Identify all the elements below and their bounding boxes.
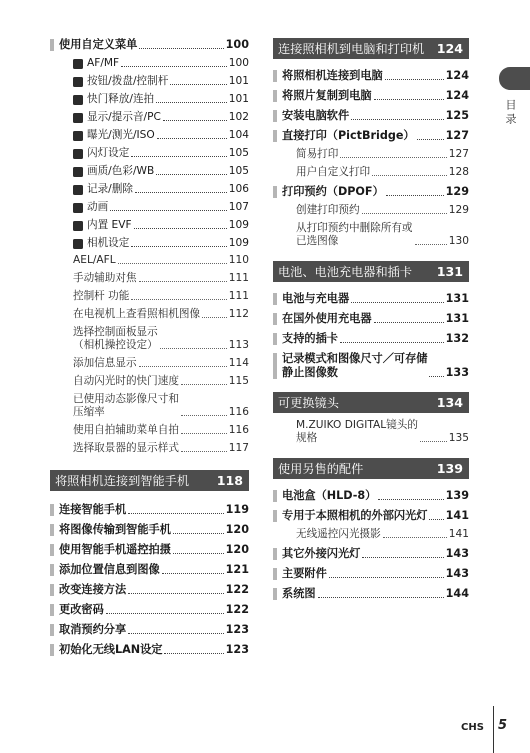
dot-leader bbox=[170, 84, 226, 85]
toc-entry-title: 添加信息显示 bbox=[73, 357, 137, 369]
dot-leader bbox=[362, 213, 447, 214]
dot-leader bbox=[181, 451, 227, 452]
toc-page-number: 110 bbox=[228, 254, 249, 266]
toc-entry-title: 连接智能手机 bbox=[59, 503, 127, 516]
footer-divider bbox=[493, 706, 494, 753]
toc-entry[interactable] bbox=[50, 623, 249, 637]
dot-leader bbox=[164, 653, 223, 654]
dot-leader bbox=[351, 119, 444, 120]
toc-subentry[interactable] bbox=[50, 254, 249, 267]
toc-page-number: 116 bbox=[228, 424, 249, 436]
toc-entry[interactable] bbox=[50, 583, 249, 597]
toc-entry-title: 按钮/拨盘/控制杆 bbox=[87, 75, 169, 87]
toc-entry[interactable] bbox=[50, 523, 249, 537]
toc-entry[interactable] bbox=[50, 38, 249, 52]
toc-entry-title: 简易打印 bbox=[296, 148, 339, 160]
toc-entry-title: 改变连接方法 bbox=[59, 583, 127, 596]
toc-entry-title: 无线遥控闪光摄影 bbox=[296, 528, 381, 540]
toc-page-number: 114 bbox=[228, 357, 249, 369]
toc-entry[interactable] bbox=[273, 89, 469, 103]
toc-entry[interactable] bbox=[273, 292, 469, 306]
toc-entry-title: 取消预约分享 bbox=[59, 623, 127, 636]
dot-leader bbox=[415, 244, 447, 245]
toc-subentry[interactable] bbox=[50, 201, 249, 214]
toc-page-number: 121 bbox=[225, 563, 249, 576]
toc-page-number: 105 bbox=[228, 165, 249, 177]
toc-entry-title: 自动闪光时的快门速度 bbox=[73, 375, 179, 387]
toc-page-number: 102 bbox=[228, 111, 249, 123]
toc-subentry[interactable] bbox=[50, 219, 249, 232]
toc-subentry[interactable] bbox=[50, 183, 249, 196]
toc-page-number: 130 bbox=[448, 235, 469, 247]
toc-subentry[interactable] bbox=[50, 424, 249, 437]
toc-entry-title: 在电视机上查看照相机图像 bbox=[73, 308, 201, 320]
toc-entry-title: 系统图 bbox=[282, 587, 316, 600]
dot-leader bbox=[378, 499, 443, 500]
toc-subentry[interactable] bbox=[50, 393, 249, 419]
toc-entry-title: 内置 EVF bbox=[87, 219, 132, 231]
dot-leader bbox=[131, 299, 226, 300]
toc-entry[interactable] bbox=[273, 547, 469, 561]
dot-leader bbox=[386, 195, 444, 196]
toc-entry-title: 曝光/测光/ISO bbox=[87, 129, 155, 141]
toc-entry-title: 用户自定义打印 bbox=[296, 166, 371, 178]
toc-subentry[interactable] bbox=[50, 129, 249, 142]
toc-entry[interactable] bbox=[50, 543, 249, 557]
toc-entry[interactable] bbox=[273, 489, 469, 503]
toc-subentry[interactable] bbox=[50, 165, 249, 178]
dot-leader bbox=[351, 302, 444, 303]
menu-tab-icon bbox=[73, 167, 83, 177]
toc-entry-title: 使用自拍辅助菜单自拍 bbox=[73, 424, 179, 436]
toc-column-right bbox=[273, 38, 469, 601]
toc-subentry[interactable] bbox=[50, 111, 249, 124]
toc-entry[interactable] bbox=[50, 643, 249, 657]
dot-leader bbox=[160, 348, 227, 349]
toc-page-number: 120 bbox=[225, 543, 249, 556]
dot-leader bbox=[163, 120, 227, 121]
dot-leader bbox=[429, 519, 443, 520]
toc-subentry[interactable] bbox=[273, 166, 469, 179]
menu-tab-icon bbox=[73, 149, 83, 159]
toc-entry[interactable] bbox=[273, 129, 469, 143]
toc-entry[interactable] bbox=[273, 332, 469, 346]
toc-page-number: 123 bbox=[225, 643, 249, 656]
dot-leader bbox=[385, 79, 444, 80]
toc-column-left bbox=[50, 38, 249, 657]
toc-entry[interactable] bbox=[50, 603, 249, 617]
toc-entry-title: AF/MF bbox=[87, 57, 120, 69]
toc-entry-title: 画质/色彩/WB bbox=[87, 165, 155, 177]
toc-entry-title: 更改密码 bbox=[59, 603, 104, 616]
toc-entry[interactable] bbox=[50, 563, 249, 577]
dot-leader bbox=[110, 210, 227, 211]
toc-subentry[interactable] bbox=[50, 326, 249, 352]
dot-leader bbox=[340, 342, 444, 343]
chapter-tab-label: 目录 bbox=[504, 99, 517, 127]
toc-page-number: 127 bbox=[448, 148, 469, 160]
dot-leader bbox=[156, 174, 227, 175]
toc-entry-title: 直接打印（PictBridge） bbox=[282, 129, 415, 142]
section-header[interactable] bbox=[273, 38, 469, 59]
menu-tab-icon bbox=[73, 185, 83, 195]
toc-page-number: 116 bbox=[228, 406, 249, 418]
section-header[interactable] bbox=[273, 458, 469, 479]
dot-leader bbox=[374, 99, 444, 100]
dot-leader bbox=[128, 593, 224, 594]
dot-leader bbox=[157, 138, 227, 139]
toc-page-number: 111 bbox=[228, 290, 249, 302]
dot-leader bbox=[372, 175, 447, 176]
section-title: 连接照相机到电脑和打印机 bbox=[278, 42, 425, 56]
toc-entry[interactable] bbox=[273, 587, 469, 601]
dot-leader bbox=[181, 415, 227, 416]
section-title: 可更换镜头 bbox=[278, 396, 339, 410]
menu-tab-icon bbox=[73, 221, 83, 231]
toc-entry-title: 初始化无线LAN设定 bbox=[59, 643, 163, 656]
toc-entry-title: 其它外接闪光灯 bbox=[282, 547, 361, 560]
section-page-number: 131 bbox=[436, 264, 463, 279]
toc-subentry[interactable] bbox=[50, 375, 249, 388]
dot-leader bbox=[181, 384, 227, 385]
toc-entry-title: 电池盒（HLD-8） bbox=[282, 489, 377, 502]
toc-entry-title: 记录模式和图像尺寸／可存储 静止图像数 bbox=[282, 352, 428, 379]
toc-page-number: 139 bbox=[445, 489, 469, 502]
dot-leader bbox=[128, 513, 224, 514]
section-header[interactable] bbox=[273, 392, 469, 413]
toc-entry-title: 将照片复制到电脑 bbox=[282, 89, 372, 102]
dot-leader bbox=[340, 157, 446, 158]
dot-leader bbox=[139, 366, 227, 367]
section-page-number: 124 bbox=[436, 41, 463, 56]
toc-entry-title: M.ZUIKO DIGITAL镜头的 规格 bbox=[296, 419, 418, 444]
menu-tab-icon bbox=[73, 131, 83, 141]
toc-entry-title: 电池与充电器 bbox=[282, 292, 350, 305]
toc-subentry[interactable] bbox=[273, 148, 469, 161]
section-page-number: 118 bbox=[216, 473, 243, 488]
toc-entry-title: 选择取景器的显示样式 bbox=[73, 442, 179, 454]
toc-entry[interactable] bbox=[273, 69, 469, 83]
chapter-tab[interactable] bbox=[499, 67, 530, 90]
toc-page-number: 100 bbox=[228, 57, 249, 69]
menu-tab-icon bbox=[73, 77, 83, 87]
dot-leader bbox=[173, 553, 224, 554]
toc-page-number: 132 bbox=[445, 332, 469, 345]
dot-leader bbox=[362, 557, 443, 558]
toc-entry-title: 手动辅助对焦 bbox=[73, 272, 137, 284]
toc-page-number: 107 bbox=[228, 201, 249, 213]
menu-tab-icon bbox=[73, 59, 83, 69]
toc-page-number: 104 bbox=[228, 129, 249, 141]
toc-entry[interactable] bbox=[50, 503, 249, 517]
dot-leader bbox=[417, 139, 444, 140]
toc-entry-title: 创建打印预约 bbox=[296, 204, 360, 216]
toc-page-number: 143 bbox=[445, 567, 469, 580]
menu-tab-icon bbox=[73, 203, 83, 213]
section-title: 将照相机连接到智能手机 bbox=[55, 474, 190, 488]
toc-page-number: 115 bbox=[228, 375, 249, 387]
toc-subentry[interactable] bbox=[273, 419, 469, 445]
toc-entry[interactable] bbox=[273, 109, 469, 123]
section-header[interactable] bbox=[50, 470, 249, 491]
toc-entry-title: 打印预约（DPOF） bbox=[282, 185, 384, 198]
dot-leader bbox=[173, 533, 224, 534]
toc-page-number: 125 bbox=[445, 109, 469, 122]
menu-tab-icon bbox=[73, 95, 83, 105]
toc-page-number: 112 bbox=[228, 308, 249, 320]
toc-entry[interactable] bbox=[273, 567, 469, 581]
dot-leader bbox=[202, 317, 227, 318]
toc-entry[interactable] bbox=[273, 185, 469, 199]
toc-subentry[interactable] bbox=[50, 57, 249, 70]
toc-entry-title: 将照相机连接到电脑 bbox=[282, 69, 383, 82]
dot-leader bbox=[139, 281, 227, 282]
section-title: 电池、电池充电器和插卡 bbox=[278, 265, 413, 279]
section-page-number: 134 bbox=[436, 395, 463, 410]
dot-leader bbox=[181, 433, 227, 434]
dot-leader bbox=[156, 102, 227, 103]
dot-leader bbox=[318, 597, 444, 598]
toc-subentry[interactable] bbox=[50, 442, 249, 455]
toc-entry-title: 添加位置信息到图像 bbox=[59, 563, 160, 576]
toc-page-number: 129 bbox=[445, 185, 469, 198]
toc-entry-title: 专用于本照相机的外部闪光灯 bbox=[282, 509, 428, 522]
toc-page-number: 109 bbox=[228, 219, 249, 231]
toc-page-number: 101 bbox=[228, 75, 249, 87]
toc-entry-title: 相机设定 bbox=[87, 237, 130, 249]
toc-subentry[interactable] bbox=[50, 272, 249, 285]
toc-subentry[interactable] bbox=[273, 222, 469, 248]
toc-page-number: 144 bbox=[445, 587, 469, 600]
toc-entry-title: 快门释放/连拍 bbox=[87, 93, 155, 105]
toc-entry-title: 控制杆 功能 bbox=[73, 290, 130, 302]
toc-page-number: 113 bbox=[228, 339, 249, 351]
toc-page-number: 106 bbox=[228, 183, 249, 195]
toc-entry[interactable] bbox=[273, 509, 469, 523]
toc-page-number: 111 bbox=[228, 272, 249, 284]
toc-page-number: 123 bbox=[225, 623, 249, 636]
toc-subentry[interactable] bbox=[50, 93, 249, 106]
toc-entry-title: 从打印预约中删除所有或 已选图像 bbox=[296, 222, 413, 247]
dot-leader bbox=[135, 192, 227, 193]
toc-page-number: 128 bbox=[448, 166, 469, 178]
toc-page-number: 124 bbox=[445, 89, 469, 102]
toc-page-number: 120 bbox=[225, 523, 249, 536]
toc-page-number: 143 bbox=[445, 547, 469, 560]
toc-subentry[interactable] bbox=[50, 357, 249, 370]
dot-leader bbox=[134, 228, 227, 229]
toc-entry-title: 已使用动态影像尺寸和 压缩率 bbox=[73, 393, 179, 418]
toc-page-number: 127 bbox=[445, 129, 469, 142]
toc-entry-title: 在国外使用充电器 bbox=[282, 312, 372, 325]
toc-subentry[interactable] bbox=[50, 75, 249, 88]
dot-leader bbox=[118, 263, 227, 264]
toc-page-number: 124 bbox=[445, 69, 469, 82]
section-header[interactable] bbox=[273, 261, 469, 282]
toc-subentry[interactable] bbox=[273, 528, 469, 541]
toc-page-number: 109 bbox=[228, 237, 249, 249]
toc-entry-title: 主要附件 bbox=[282, 567, 327, 580]
toc-entry-title: AEL/AFL bbox=[73, 254, 116, 266]
toc-entry-title: 记录/删除 bbox=[87, 183, 133, 195]
section-title: 使用另售的配件 bbox=[278, 462, 364, 476]
toc-subentry[interactable] bbox=[273, 204, 469, 217]
menu-tab-icon bbox=[73, 113, 83, 123]
dot-leader bbox=[162, 573, 224, 574]
toc-page-number: 117 bbox=[228, 442, 249, 454]
toc-page-number: 105 bbox=[228, 147, 249, 159]
footer-page-number: 5 bbox=[498, 718, 508, 733]
dot-leader bbox=[329, 577, 444, 578]
toc-page-number: 122 bbox=[225, 583, 249, 596]
toc-page-number: 129 bbox=[448, 204, 469, 216]
toc-entry-title: 动画 bbox=[87, 201, 109, 213]
dot-leader bbox=[128, 633, 224, 634]
footer-language: CHS bbox=[461, 722, 484, 733]
dot-leader bbox=[420, 441, 447, 442]
toc-page-number: 131 bbox=[445, 292, 469, 305]
toc-page-number: 100 bbox=[225, 38, 249, 51]
dot-leader bbox=[106, 613, 224, 614]
toc-page-number: 101 bbox=[228, 93, 249, 105]
dot-leader bbox=[429, 376, 443, 377]
toc-subentry[interactable] bbox=[50, 290, 249, 303]
toc-entry[interactable] bbox=[273, 312, 469, 326]
toc-page-number: 122 bbox=[225, 603, 249, 616]
dot-leader bbox=[383, 537, 447, 538]
toc-page-number: 141 bbox=[445, 509, 469, 522]
toc-entry-title: 使用自定义菜单 bbox=[59, 38, 138, 51]
toc-page-number: 135 bbox=[448, 432, 469, 444]
menu-tab-icon bbox=[73, 239, 83, 249]
toc-entry[interactable] bbox=[273, 352, 469, 380]
toc-subentry[interactable] bbox=[50, 308, 249, 321]
toc-entry-title: 选择控制面板显示 （相机操控设定） bbox=[73, 326, 158, 351]
dot-leader bbox=[131, 246, 226, 247]
toc-subentry[interactable] bbox=[50, 147, 249, 160]
dot-leader bbox=[131, 156, 226, 157]
dot-leader bbox=[374, 322, 444, 323]
toc-page-number: 131 bbox=[445, 312, 469, 325]
toc-entry-title: 安装电脑软件 bbox=[282, 109, 350, 122]
toc-entry-title: 显示/提示音/PC bbox=[87, 111, 161, 123]
toc-page-number: 141 bbox=[448, 528, 469, 540]
toc-entry-title: 使用智能手机遥控拍摄 bbox=[59, 543, 171, 556]
toc-page-number: 133 bbox=[445, 366, 469, 379]
dot-leader bbox=[121, 66, 227, 67]
toc-entry-title: 闪灯设定 bbox=[87, 147, 130, 159]
toc-entry-title: 支持的插卡 bbox=[282, 332, 338, 345]
section-page-number: 139 bbox=[436, 461, 463, 476]
toc-page-number: 119 bbox=[225, 503, 249, 516]
dot-leader bbox=[139, 48, 223, 49]
toc-entry-title: 将图像传输到智能手机 bbox=[59, 523, 171, 536]
toc-subentry[interactable] bbox=[50, 237, 249, 250]
